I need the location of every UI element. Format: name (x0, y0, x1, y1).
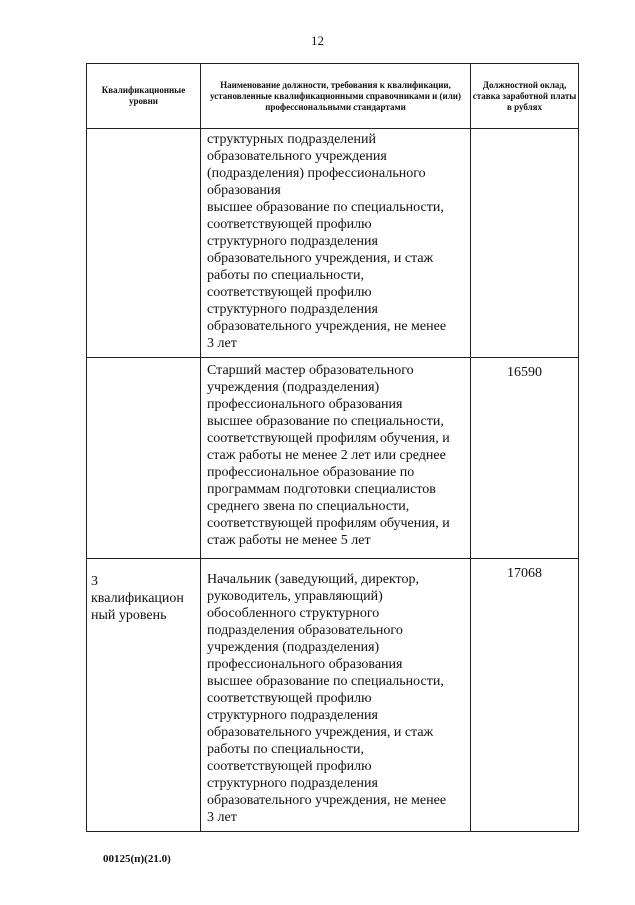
text-line: подразделения образовательного (207, 623, 403, 638)
position-lines (201, 129, 470, 352)
header-position: Наименование должности, требования к квалификации, установленные квалификационными справочниками и (или) профессиональными стандартами (201, 64, 471, 129)
text-line: образования (207, 183, 281, 198)
text-line: 3 лет (207, 336, 237, 351)
text-line: обособленного структурного (207, 606, 380, 621)
salary-cell (471, 129, 579, 358)
text-line: профессионального образования (207, 657, 403, 672)
table-header-row (87, 64, 579, 129)
level-lines (87, 358, 200, 372)
text-line: соответствующей профилю (207, 759, 372, 774)
table-row (87, 559, 579, 832)
text-line: соответствующей профилю (207, 217, 372, 232)
position-cell (201, 358, 471, 559)
document-code: 00125(п)(21.0) (103, 853, 171, 865)
text-line: стаж работы не менее 5 лет (207, 533, 371, 548)
text-line: высшее образование по специальности, (207, 200, 444, 215)
text-line: квалификацион (91, 591, 184, 606)
level-cell (87, 129, 201, 358)
text-line: Старший мастер образовательного (207, 363, 414, 378)
text-line: образовательного учреждения, не менее (207, 319, 447, 334)
text-line: образовательного учреждения, не менее (207, 793, 447, 808)
text-line: структурных подразделений (207, 132, 376, 147)
text-line: ный уровень (91, 608, 167, 623)
text-line: структурного подразделения (207, 234, 378, 249)
salary-cell (471, 559, 579, 832)
text-line: соответствующей профилям обучения, и (207, 431, 450, 446)
text-line: учреждения (подразделения) (207, 380, 380, 395)
header-salary: Должностной оклад, ставка заработной платы в рублях (471, 64, 579, 129)
table-row (87, 358, 579, 559)
salary-value: 17068 (507, 566, 542, 581)
text-line: высшее образование по специальности, (207, 414, 444, 429)
text-line: руководитель, управляющий) (207, 589, 383, 604)
page-number: 12 (311, 33, 324, 48)
salary-cell (471, 358, 579, 559)
text-line: учреждения (подразделения) (207, 640, 380, 655)
text-line: программам подготовки специалистов (207, 482, 436, 497)
salary-value (471, 129, 578, 135)
text-line: соответствующей профилю (207, 285, 372, 300)
text-line: соответствующей профилю (207, 691, 372, 706)
level-cell (87, 559, 201, 832)
level-cell (87, 358, 201, 559)
text-line: образовательного учреждения, и стаж (207, 725, 434, 740)
text-line: профессиональное образование по (207, 465, 415, 480)
position-lines (201, 559, 470, 826)
text-line: структурного подразделения (207, 776, 378, 791)
position-cell (201, 129, 471, 358)
text-line: высшее образование по специальности, (207, 674, 444, 689)
position-lines (201, 358, 470, 549)
text-line: стаж работы не менее 2 лет или среднее (207, 448, 446, 463)
salary-value: 16590 (507, 365, 542, 380)
position-cell (201, 559, 471, 832)
text-line: структурного подразделения (207, 302, 378, 317)
level-lines (87, 129, 200, 143)
text-line: работы по специальности, (207, 268, 364, 283)
level-lines (87, 559, 200, 624)
header-level: Квалификационные уровни (87, 64, 201, 129)
text-line: образовательного учреждения (207, 149, 387, 164)
text-line: (подразделения) профессионального (207, 166, 426, 181)
table-row (87, 129, 579, 358)
text-line: 3 лет (207, 810, 237, 825)
text-line: профессионального образования (207, 397, 403, 412)
qualification-table (86, 63, 579, 832)
text-line: образовательного учреждения, и стаж (207, 251, 434, 266)
text-line: структурного подразделения (207, 708, 378, 723)
text-line: 3 (91, 574, 98, 589)
text-line: среднего звена по специальности, (207, 499, 410, 514)
text-line: Начальник (заведующий, директор, (207, 572, 419, 587)
text-line: соответствующей профилям обучения, и (207, 516, 450, 531)
text-line: работы по специальности, (207, 742, 364, 757)
